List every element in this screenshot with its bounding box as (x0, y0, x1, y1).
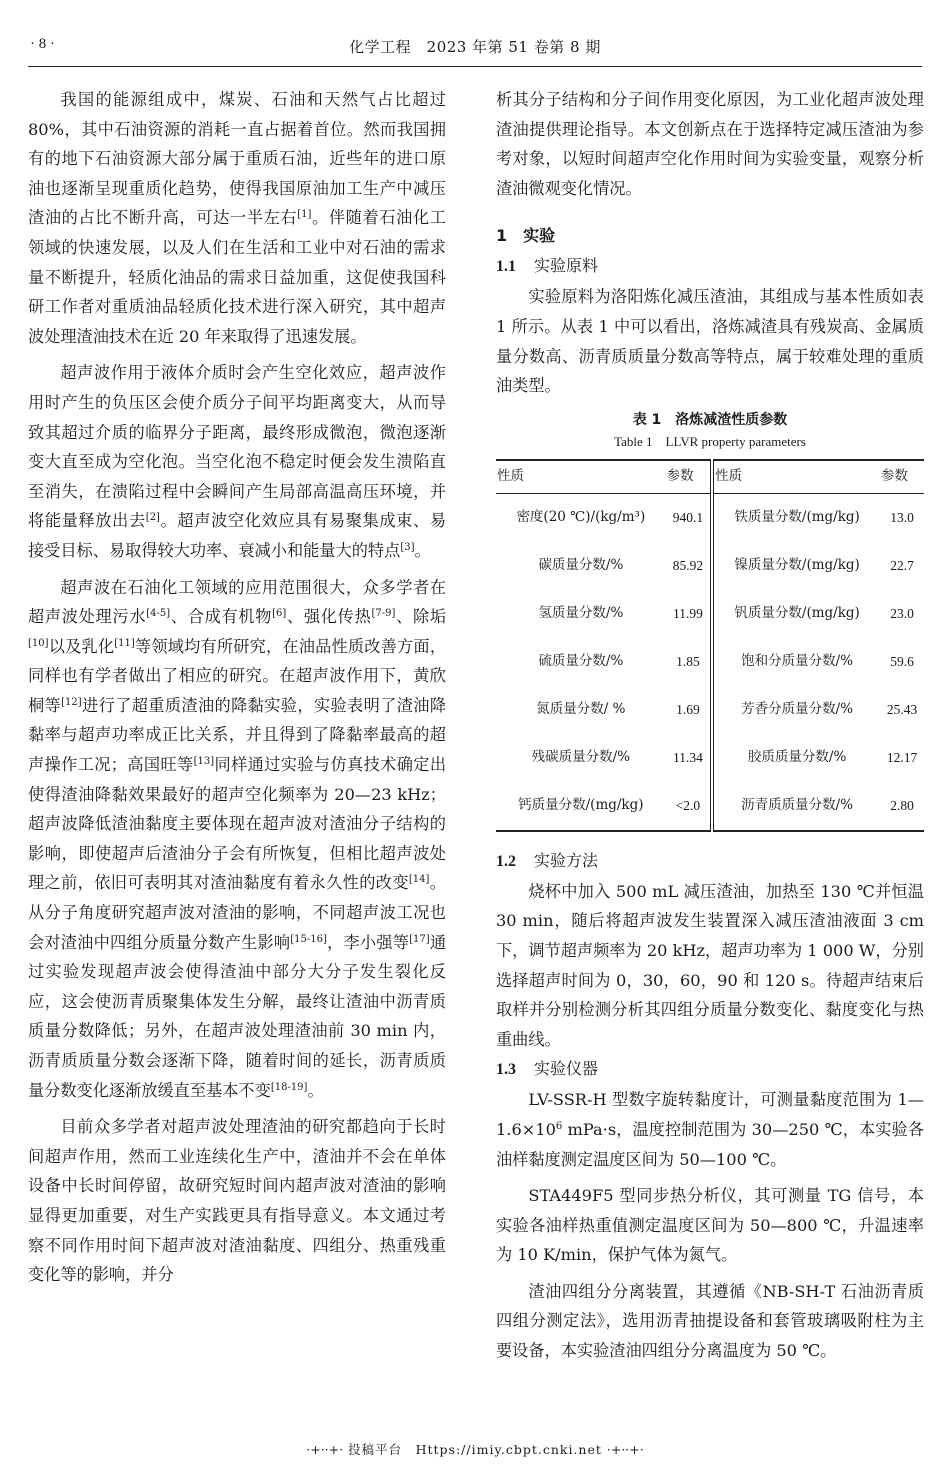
text-run: 析其分子结构和分子间作用变化原因，为工业化超声波处理渣油提供理论指导。本文创新点在于选择特定减压渣油为参考对象，以短时间超声空化作用时间为实验变量，观察分析渣油微观变化情况。 (496, 90, 924, 198)
section-heading: 1 实验 (496, 226, 556, 246)
citation-superscript: [14] (408, 874, 430, 886)
paragraph (496, 877, 924, 1055)
paragraph (28, 1112, 446, 1290)
citation-superscript: [18-19] (270, 1081, 308, 1093)
text-run: 以及乳化 (48, 636, 115, 656)
property-name: 密度(20 ℃)/(kg/m³) (516, 509, 646, 526)
text-run: 。伴随着石油化工领域的快速发展，以及人们在生活和工业中对石油的需求量不断提升，轻质化油品的需求日益加重，这促使我国科研工作者对重质油品轻质化技术进行深入研究，其中超声波处理渣油技术在近 20 年来取得了迅速发展。 (28, 208, 446, 346)
property-value: 13.0 (890, 510, 914, 526)
property-name: 碳质量分数/% (538, 557, 624, 574)
text-run: ，李小强等 (326, 932, 410, 952)
subsection-heading: 1.1 实验原料 (496, 256, 599, 276)
column-header: 参数 (666, 460, 712, 494)
property-value: 23.0 (890, 606, 914, 622)
citation-superscript: [13] (193, 756, 215, 768)
property-name: 饱和分质量分数/% (741, 653, 854, 670)
text-run: STA449F5 型同步热分析仪，其可测量 TG 信号，本实验各油样热重值测定温度区间为 50—800 ℃，升温速率为 10 K/min，保护气体为氮气。 (496, 1186, 924, 1265)
column-header: 参数 (880, 460, 924, 494)
property-value: 1.85 (666, 638, 712, 686)
paragraph (496, 282, 924, 400)
table-row (496, 542, 924, 590)
property-name: 胶质质量分数/% (747, 749, 847, 766)
citation-superscript: [6] (272, 608, 287, 620)
table-header-row (496, 460, 924, 494)
text-run: 等领域均有所研究，在油品性质改善方面，同样也有学者做出了相应的研究。在超声波作用下，黄欣桐等 (28, 636, 447, 715)
text-run: 超声波作用于液体介质时会产生空化效应，超声波作用时产生的负压区会使介质分子间平均距离变大，从而导致其超过介质的临界分子距离，最终形成微泡，微泡逐渐变大直至成为空化泡。当空化泡不稳定时便会发生溃陷直至消失，在溃陷过程中会瞬间产生局部高温高压环境，并将能量释放出去 (28, 363, 446, 531)
citation-superscript: [12] (61, 696, 82, 708)
citation-superscript: [17] (409, 933, 430, 945)
paragraph (28, 358, 446, 565)
property-name: 铁质量分数/(mg/kg) (734, 509, 860, 526)
paragraph (496, 85, 924, 203)
table-row (496, 493, 924, 542)
citation-superscript: [7-9] (371, 608, 396, 620)
citation-superscript: [11] (114, 637, 135, 649)
paragraph (496, 1277, 924, 1366)
text-run: 、强化传热 (286, 607, 372, 627)
text-run: 目前众多学者对超声波处理渣油的研究都趋向于长时间超声作用，然而工业连续化生产中，渣油并不会在单体设备中长时间停留，故研究短时间内超声波对渣油的影响显得更加重要，对生产实践更具有指导意义。本文通过考察不同作用时间下超声波对渣油黏度、四组分、热重残重变化等的影响，并分 (28, 1117, 446, 1285)
table-row (496, 686, 924, 734)
property-value: 22.7 (890, 558, 914, 574)
table-row (496, 734, 924, 782)
table-row (496, 782, 924, 831)
text-run: 。 (307, 1080, 324, 1100)
property-name: 沥青质质量分数/% (741, 797, 854, 814)
text-run: 进行了超重质渣油的降黏实验，实验表明了渣油降黏率与超声功率成正比关系，并且得到了降黏率最高的超声操作工况；高国旺等 (28, 695, 447, 775)
property-value: 11.34 (666, 734, 712, 782)
property-name: 芳香分质量分数/% (741, 701, 854, 718)
page-footer (0, 1440, 950, 1458)
text-run: 超声波在石油化工领域的应用范围很大，众多学者在超声波处理污水 (28, 577, 446, 627)
text-run: 。 (414, 540, 431, 560)
property-value: 59.6 (890, 654, 914, 670)
table-caption-zh: 表 1 洛炼减渣性质参数 (632, 411, 788, 428)
text-run: 同样通过实验与仿真技术确定出使得渣油降黏效果最好的超声空化频率为 20—23 kHz；超声波降低渣油黏度主要体现在超声波对渣油分子结构的影响，即使超声后渣油分子会有所恢复，但相比超声波处理之前，依旧可表明其对渣油黏度有着永久性的改变 (28, 755, 447, 893)
table-row (496, 638, 924, 686)
property-value: 1.69 (666, 686, 712, 734)
paragraph (28, 85, 446, 351)
text-run: 。超声波空化效应具有易聚集成束、易接受目标、易取得较大功率、衰减小和能量大的特点 (28, 511, 447, 560)
citation-superscript: [4-5] (146, 608, 171, 620)
column-header: 性质 (496, 460, 666, 494)
citation-superscript: [10] (28, 637, 49, 649)
property-value: 85.92 (666, 542, 712, 590)
property-value: 12.17 (886, 750, 918, 766)
property-value: <2.0 (666, 782, 712, 831)
column-header: 性质 (712, 460, 880, 494)
subsection-heading: 1.2 实验方法 (496, 850, 599, 870)
citation-superscript: [3] (400, 541, 415, 553)
paragraph (496, 1181, 924, 1270)
footer-ornament: ·+··+· (606, 1442, 644, 1457)
text-run: LV-SSR-H 型数字旋转黏度计，可测量黏度范围为 1—1.6×10 (496, 1090, 924, 1139)
table-row (496, 590, 924, 638)
page-number: · 8 · (30, 36, 55, 52)
property-value: 25.43 (886, 702, 918, 718)
text-run: 。从分子角度研究超声波对渣油的影响，不同超声波工况也会对渣油中四组分质量分数产生影响 (28, 873, 446, 952)
paragraph (28, 573, 446, 1106)
property-name: 残碳质量分数/% (531, 749, 631, 766)
text-run: 通过实验发现超声波会使得渣油中部分大分子发生裂化反应，这会使沥青质聚集体发生分解，最终让渣油中沥青质质量分数降低；另外，在超声波处理渣油前 30 min 内，沥青质质量分数会逐渐下降，随着时间的延长，沥青质质量分数变化逐渐放缓直至基本不变 (28, 932, 447, 1100)
text-run: 、合成有机物 (170, 607, 273, 627)
property-name: 氢质量分数/% (538, 605, 624, 622)
property-value: 11.99 (666, 590, 712, 638)
property-value: 2.80 (890, 798, 914, 814)
footer-ornament: ·+··+· (306, 1442, 344, 1457)
left-column (28, 85, 446, 1290)
property-value: 940.1 (666, 493, 712, 542)
property-name: 镍质量分数/(mg/kg) (734, 557, 860, 574)
text-run: 、除垢 (395, 607, 447, 627)
citation-superscript: [2] (145, 512, 160, 524)
text-run: mPa·s，温度控制范围为 30—250 ℃，本实验各油样黏度测定温度区间为 50—100 ℃。 (496, 1119, 924, 1169)
right-column (496, 85, 924, 1366)
footer-submission-link[interactable]: 投稿平台 Https://imiy.cbpt.cnki.net (348, 1442, 602, 1457)
text-run: 实验原料为洛阳炼化减压渣油，其组成与基本性质如表 1 所示。从表 1 中可以看出，洛炼减渣具有残炭高、金属质量分数高、沥青质质量分数高等特点，属于较难处理的重质油类型。 (496, 287, 924, 396)
property-name: 钒质量分数/(mg/kg) (734, 605, 860, 622)
text-run: 烧杯中加入 500 mL 减压渣油，加热至 130 ℃并恒温 30 min，随后将超声波发生装置深入减压渣油液面 3 cm 下，调节超声频率为 20 kHz，超声功率为 1 000 W，分别选择超声时间为 0，30，60，90 和 120 s。待超声结束后取样并分别检测分析其四组分质量分数变化、黏度变化与热重曲线。 (496, 881, 924, 1049)
text-run: 我国的能源组成中，煤炭、石油和天然气占比超过 80%，其中石油资源的消耗一直占据着首位。然而我国拥有的地下石油资源大部分属于重质石油，近些年的进口原油也逐渐呈现重质化趋势，使得我国原油加工生产中减压渣油的占比不断升高，可达一半左右 (28, 90, 446, 228)
table-caption (496, 409, 924, 453)
citation-superscript: 6 (555, 1120, 563, 1132)
property-name: 氮质量分数/ % (536, 701, 626, 718)
subsection-heading: 1.3 实验仪器 (496, 1059, 599, 1079)
running-header (28, 30, 922, 67)
text-run: 渣油四组分分离装置，其遵循《NB-SH-T 石油沥青质四组分测定法》，选用沥青抽提设备和套管玻璃吸附柱为主要设备，本实验渣油四组分分离温度为 50 ℃。 (496, 1281, 924, 1361)
property-name: 钙质量分数/(mg/kg) (518, 797, 644, 814)
citation-superscript: [15-16] (290, 933, 327, 945)
table-caption-en: Table 1 LLVR property parameters (614, 433, 806, 449)
journal-title: 化学工程 2023 年第 51 卷第 8 期 (349, 38, 601, 56)
citation-superscript: [1] (297, 209, 312, 221)
paragraph (496, 1085, 924, 1174)
property-table (496, 459, 924, 832)
property-name: 硫质量分数/% (538, 653, 624, 670)
